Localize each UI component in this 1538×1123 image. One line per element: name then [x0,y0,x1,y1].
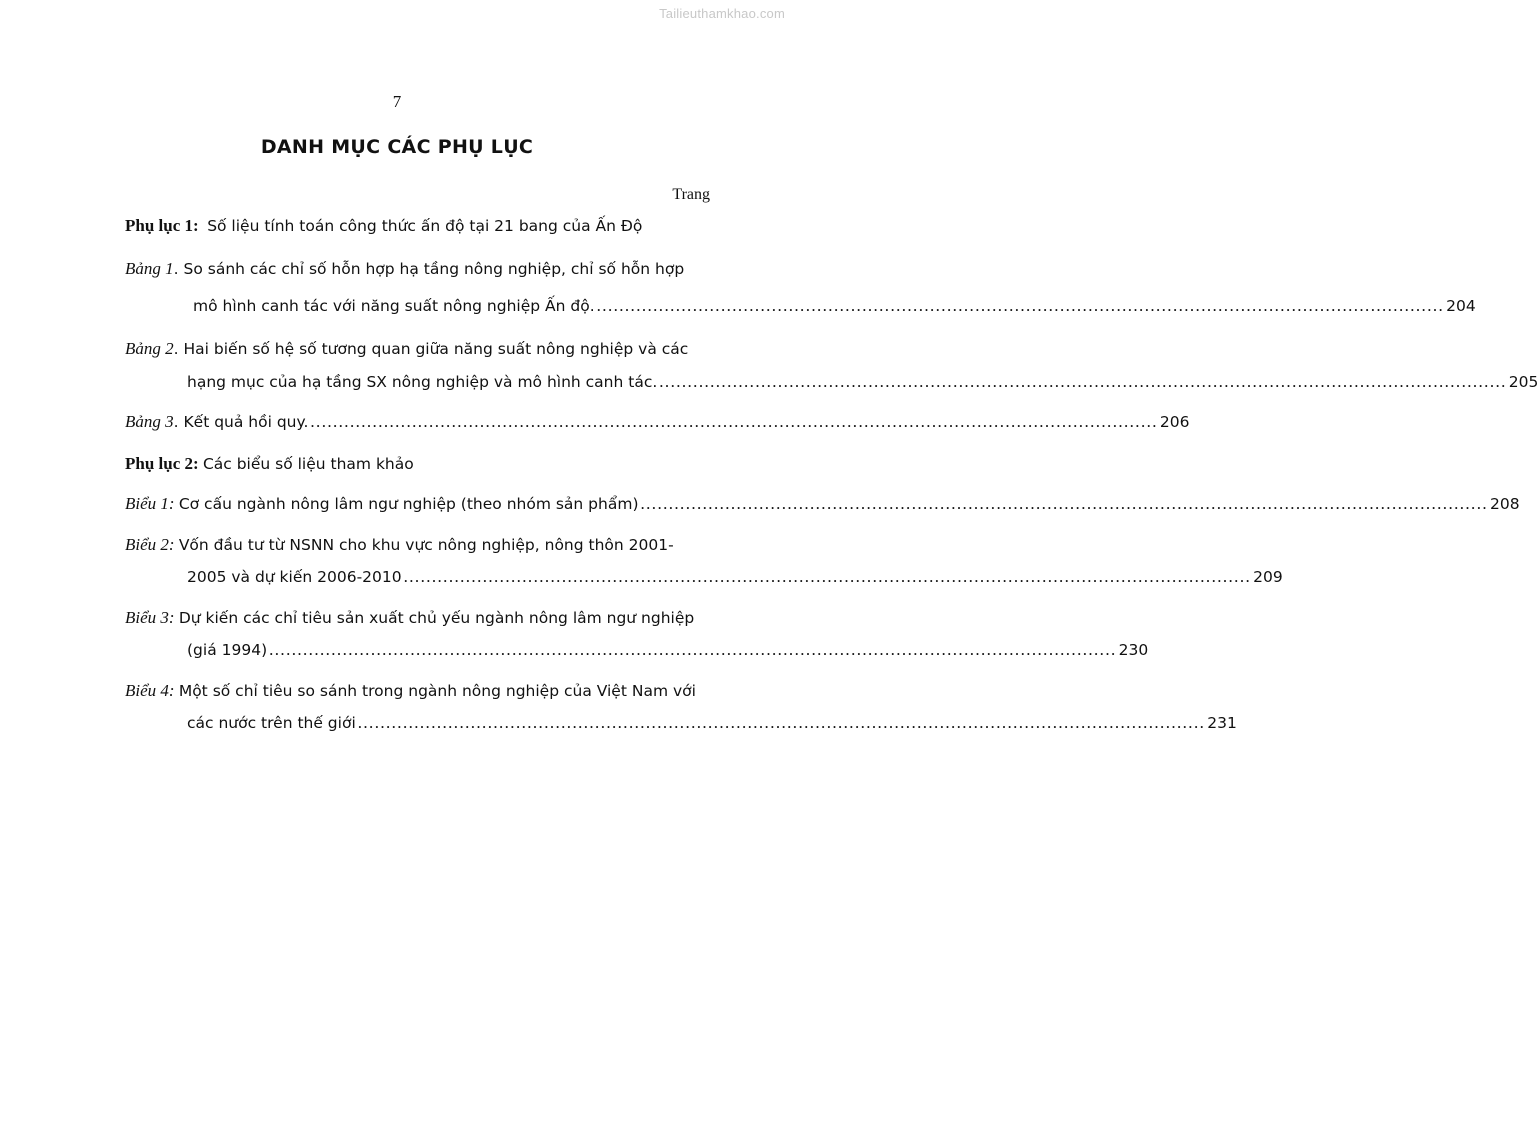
bieu-2-line2: 2005 và dự kiến 2006-2010 [187,568,402,586]
toc-entry-bang-1-cont[interactable] [193,296,1476,316]
bieu-2-label: Biểu 2: [125,535,175,554]
bieu-1-line1: Cơ cấu ngành nông lâm ngư nghiệp (theo nhóm sản phẩm) [178,495,639,513]
appendix-2-label: Phụ lục 2: [125,454,199,473]
bieu-3-page: 230 [1118,641,1149,659]
bieu-3-label: Biểu 3: [125,608,175,627]
dot-leader: ...................................................................................................................................................... [357,713,1206,732]
appendix-1-heading [125,216,711,236]
bang-1-page: 204 [1446,297,1476,315]
bang-1-line2: mô hình canh tác với năng suất nông nghiệp Ấn độ. [193,297,595,315]
bang-2-page: 205 [1508,373,1538,391]
bang-2-line1: . Hai biến số hệ số tương quan giữa năng suất nông nghiệp và các [173,340,689,358]
bang-1-line1: . So sánh các chỉ số hỗn hợp hạ tầng nông nghiệp, chỉ số hỗn hợp [173,260,685,278]
bieu-3-line1: Dự kiến các chỉ tiêu sản xuất chủ yếu ngành nông lâm ngư nghiệp [178,609,695,627]
appendix-2-text: Các biểu số liệu tham khảo [202,455,414,473]
bieu-4-page: 231 [1207,714,1237,732]
toc-entry-bieu-2[interactable] [125,535,711,555]
dot-leader: ...................................................................................................................................................... [269,640,1117,659]
page-number: 7 [392,92,402,111]
bieu-4-label: Biểu 4: [125,681,175,700]
bieu-1-page: 208 [1490,495,1520,513]
dot-leader: ...................................................................................................................................................... [659,372,1507,391]
bang-3-label: Bảng 3 [125,412,174,431]
toc-entry-bieu-4[interactable] [125,681,711,701]
page-column-label: Trang [672,186,710,203]
bieu-4-line2: các nước trên thế giới [187,714,356,732]
dot-leader: ...................................................................................................................................................... [596,296,1445,315]
appendix-2-heading [125,454,711,474]
bang-2-label: Bảng 2 [125,339,174,358]
bang-3-page: 206 [1159,413,1190,431]
toc-entry-bieu-1[interactable] [125,494,1520,514]
appendix-1-text: Số liệu tính toán công thức ấn độ tại 21 bang của Ấn Độ [207,217,643,235]
toc-entry-bieu-3-cont[interactable] [187,640,1149,660]
watermark: Tailieuthamkhao.com [659,6,785,21]
bieu-2-page: 209 [1253,568,1283,586]
toc-entry-bieu-3[interactable] [125,608,711,628]
dot-leader: ...................................................................................................................................................... [310,412,1158,431]
toc-entry-bieu-4-cont[interactable] [187,713,1237,733]
bang-3-line1: . Kết quả hồi quy. [173,413,309,431]
toc-entry-bang-3[interactable] [125,412,1190,432]
dot-leader: ...................................................................................................................................................... [640,494,1488,513]
page-title: DANH MỤC CÁC PHỤ LỤC [260,136,534,158]
appendix-1-label: Phụ lục 1: [125,216,199,235]
toc-entry-bang-2-cont[interactable] [187,372,1538,392]
bieu-3-line2: (giá 1994) [187,641,268,659]
toc-entry-bieu-2-cont[interactable] [187,567,1283,587]
bieu-4-line1: Một số chỉ tiêu so sánh trong ngành nông nghiệp của Việt Nam với [178,682,696,700]
dot-leader: ...................................................................................................................................................... [403,567,1252,586]
bieu-1-label: Biểu 1: [125,494,175,513]
toc-entry-bang-1[interactable] [125,259,711,279]
toc-entry-bang-2[interactable] [125,339,711,359]
bang-1-label: Bảng 1 [125,259,174,278]
bang-2-line2: hạng mục của hạ tầng SX nông nghiệp và mô hình canh tác. [187,373,658,391]
bieu-2-line1: Vốn đầu tư từ NSNN cho khu vực nông nghiệp, nông thôn 2001- [178,536,674,554]
